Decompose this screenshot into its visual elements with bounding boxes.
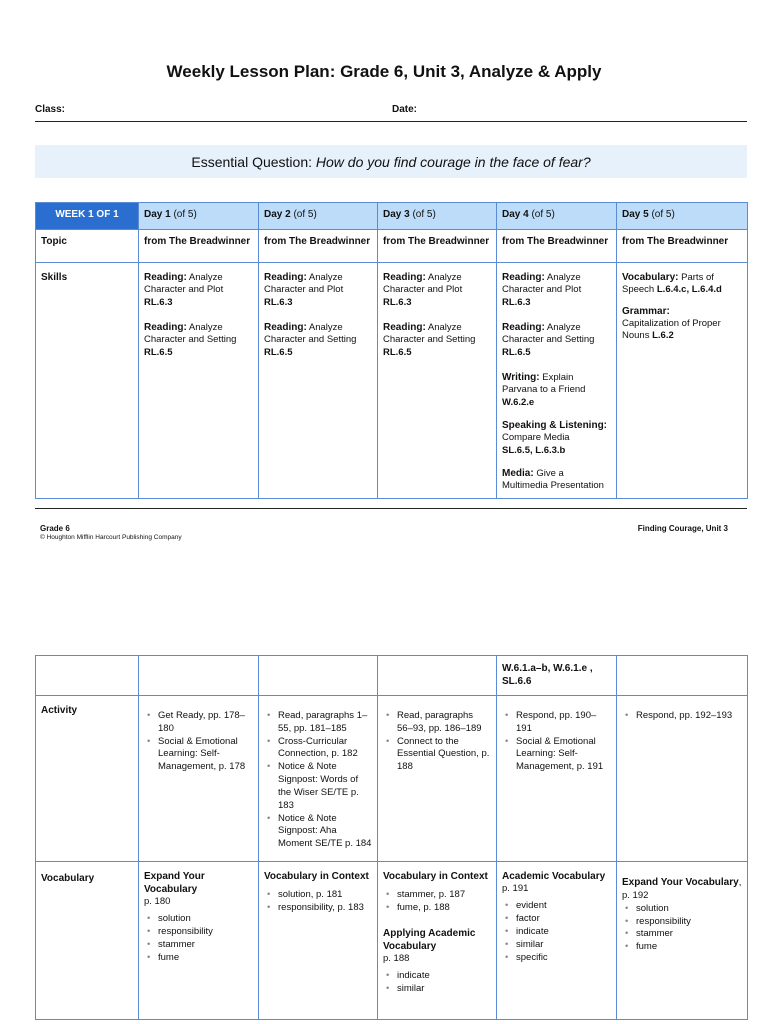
topic-row bbox=[36, 230, 748, 263]
empty-cell bbox=[36, 656, 139, 696]
day-2-header: Day 2 (of 5) bbox=[259, 203, 378, 230]
list-item: • Cross-Curricular Connection, p. 182 bbox=[278, 736, 372, 762]
skill-item: Reading: Analyze Character and Plot RL.6.3 bbox=[383, 272, 463, 308]
activity-list bbox=[144, 710, 253, 774]
skill-item: Reading: Analyze Character and Setting RL.6.5 bbox=[144, 322, 237, 358]
activity-cell-day-1 bbox=[139, 696, 259, 862]
skills-cell-day-4 bbox=[497, 263, 617, 499]
day-4-header: Day 4 (of 5) bbox=[497, 203, 617, 230]
list-item: • indicate bbox=[397, 970, 491, 983]
list-item: • Read, paragraphs 56–93, pp. 186–189 bbox=[397, 710, 491, 736]
list-item: • fume, p. 188 bbox=[397, 902, 491, 915]
activity-cell-day-2 bbox=[259, 696, 378, 862]
activity-list bbox=[502, 710, 611, 774]
essential-question-label: Essential Question: bbox=[191, 153, 312, 170]
lesson-plan-table-continued bbox=[35, 655, 748, 1020]
topic-cell: from The Breadwinner bbox=[259, 230, 378, 263]
vocab-heading: Vocabulary in Context bbox=[383, 871, 488, 882]
vocab-heading-line: Expand Your Vocabulary, p. 192 bbox=[622, 877, 742, 902]
footer-grade: Grade 6 bbox=[40, 524, 70, 533]
list-item: • stammer bbox=[636, 928, 742, 941]
vocab-list bbox=[383, 889, 491, 915]
standards-cell-day-4: W.6.1.a–b, W.6.1.e , SL.6.6 bbox=[497, 656, 617, 696]
list-item: • similar bbox=[397, 983, 491, 996]
skill-item: Reading: Analyze Character and Setting RL.6.5 bbox=[383, 322, 476, 358]
skill-item: Media: Give a Multimedia Presentation bbox=[502, 468, 604, 492]
essential-question-band bbox=[35, 145, 747, 178]
header-rule bbox=[35, 121, 747, 122]
list-item: • solution bbox=[158, 913, 253, 926]
date-label: Date: bbox=[392, 104, 418, 115]
header-row bbox=[36, 203, 748, 230]
vocab-list bbox=[144, 913, 253, 964]
vocabulary-label: Vocabulary bbox=[36, 862, 139, 1020]
essential-question-text: How do you find courage in the face of fear? bbox=[315, 153, 591, 170]
skill-item: Reading: Analyze Character and Setting RL.6.5 bbox=[502, 322, 595, 358]
vocab-page: p. 180 bbox=[144, 896, 171, 907]
list-item: • indicate bbox=[516, 926, 611, 939]
list-item: • solution bbox=[636, 903, 742, 916]
skill-item: Reading: Analyze Character and Plot RL.6.3 bbox=[144, 272, 224, 308]
list-item: • Social & Emotional Learning: Self-Management, p. 191 bbox=[516, 736, 611, 774]
empty-cell bbox=[378, 656, 497, 696]
day-3-header: Day 3 (of 5) bbox=[378, 203, 497, 230]
topic-cell: from The Breadwinner bbox=[497, 230, 617, 263]
vocabulary-cell-day-5 bbox=[617, 862, 748, 1020]
week-label: WEEK 1 OF 1 bbox=[36, 203, 139, 230]
vocabulary-cell-day-1 bbox=[139, 862, 259, 1020]
list-item: • evident bbox=[516, 900, 611, 913]
activity-cell-day-3 bbox=[378, 696, 497, 862]
day-1-header: Day 1 (of 5) bbox=[139, 203, 259, 230]
skills-cell-day-5 bbox=[617, 263, 748, 499]
skills-cell-day-1 bbox=[139, 263, 259, 499]
skill-item: Reading: Analyze Character and Plot RL.6.3 bbox=[264, 272, 344, 308]
topic-label: Topic bbox=[36, 230, 139, 263]
list-item: • Social & Emotional Learning: Self-Management, p. 178 bbox=[158, 736, 253, 774]
activity-list bbox=[622, 710, 742, 723]
lesson-plan-table-week bbox=[35, 202, 748, 499]
list-item: • responsibility bbox=[158, 926, 253, 939]
list-item: • solution, p. 181 bbox=[278, 889, 372, 902]
vocab-heading: Expand Your Vocabulary bbox=[144, 871, 205, 895]
vocabulary-cell-day-2 bbox=[259, 862, 378, 1020]
topic-cell: from The Breadwinner bbox=[139, 230, 259, 263]
vocab-heading: Academic Vocabulary bbox=[502, 871, 606, 882]
footer-unit: Finding Courage, Unit 3 bbox=[637, 524, 728, 533]
list-item: • responsibility bbox=[636, 916, 742, 929]
continued-standards-row bbox=[36, 656, 748, 696]
day-5-header: Day 5 (of 5) bbox=[617, 203, 748, 230]
skills-row bbox=[36, 263, 748, 499]
activity-list bbox=[264, 710, 372, 851]
list-item: • fume bbox=[636, 941, 742, 954]
empty-cell bbox=[617, 656, 748, 696]
skill-item: Reading: Analyze Character and Plot RL.6.3 bbox=[502, 272, 582, 308]
list-item: • Respond, pp. 190–191 bbox=[516, 710, 611, 736]
list-item: • stammer, p. 187 bbox=[397, 889, 491, 902]
list-item: • stammer bbox=[158, 939, 253, 952]
list-item: • Respond, pp. 192–193 bbox=[636, 710, 742, 723]
skill-item: Writing: Explain Parvana to a Friend W.6.2.e bbox=[502, 372, 586, 408]
skill-item: Vocabulary: Parts of Speech L.6.4.c, L.6.4.d bbox=[622, 272, 722, 296]
skill-item: Grammar: Capitalization of Proper Nouns L.6.2 bbox=[622, 305, 721, 342]
vocabulary-cell-day-3 bbox=[378, 862, 497, 1020]
activity-cell-day-5 bbox=[617, 696, 748, 862]
list-item: • Get Ready, pp. 178–180 bbox=[158, 710, 253, 736]
vocab-list bbox=[383, 970, 491, 996]
topic-cell: from The Breadwinner bbox=[617, 230, 748, 263]
skill-item: Speaking & Listening: Compare Media SL.6.5, L.6.3.b bbox=[502, 420, 608, 456]
list-item: • Connect to the Essential Question, p. 188 bbox=[397, 736, 491, 774]
skills-cell-day-2 bbox=[259, 263, 378, 499]
list-item: • factor bbox=[516, 913, 611, 926]
skills-cell-day-3 bbox=[378, 263, 497, 499]
vocabulary-row bbox=[36, 862, 748, 1020]
empty-cell bbox=[139, 656, 259, 696]
vocab-list bbox=[264, 889, 372, 915]
vocab-page: p. 188 bbox=[383, 952, 410, 964]
vocab-page: p. 191 bbox=[502, 883, 529, 894]
footer-rule bbox=[35, 508, 747, 509]
activity-label: Activity bbox=[36, 696, 139, 862]
list-item: • Read, paragraphs 1–55, pp. 181–185 bbox=[278, 710, 372, 736]
topic-cell: from The Breadwinner bbox=[378, 230, 497, 263]
footer-copyright: © Houghton Mifflin Harcourt Publishing Company bbox=[40, 534, 182, 541]
list-item: • Notice & Note Signpost: Aha Moment SE/TE p. 184 bbox=[278, 813, 372, 851]
skills-label: Skills bbox=[36, 263, 139, 499]
vocab-list bbox=[622, 903, 742, 954]
list-item: • specific bbox=[516, 952, 611, 965]
vocab-heading: Vocabulary in Context bbox=[264, 871, 369, 882]
list-item: • responsibility, p. 183 bbox=[278, 902, 372, 915]
list-item: • similar bbox=[516, 939, 611, 952]
activity-row bbox=[36, 696, 748, 862]
class-label: Class: bbox=[35, 104, 66, 115]
list-item: • Notice & Note Signpost: Words of the Wiser SE/TE p. 183 bbox=[278, 761, 372, 812]
empty-cell bbox=[259, 656, 378, 696]
list-item: • fume bbox=[158, 952, 253, 965]
vocab-heading: Applying Academic Vocabulary bbox=[383, 927, 476, 952]
activity-cell-day-4 bbox=[497, 696, 617, 862]
page-title: Weekly Lesson Plan: Grade 6, Unit 3, Analyze & Apply bbox=[166, 62, 602, 81]
vocab-list bbox=[502, 900, 611, 964]
vocabulary-cell-day-4 bbox=[497, 862, 617, 1020]
skill-item: Reading: Analyze Character and Setting RL.6.5 bbox=[264, 322, 357, 358]
activity-list bbox=[383, 710, 491, 774]
